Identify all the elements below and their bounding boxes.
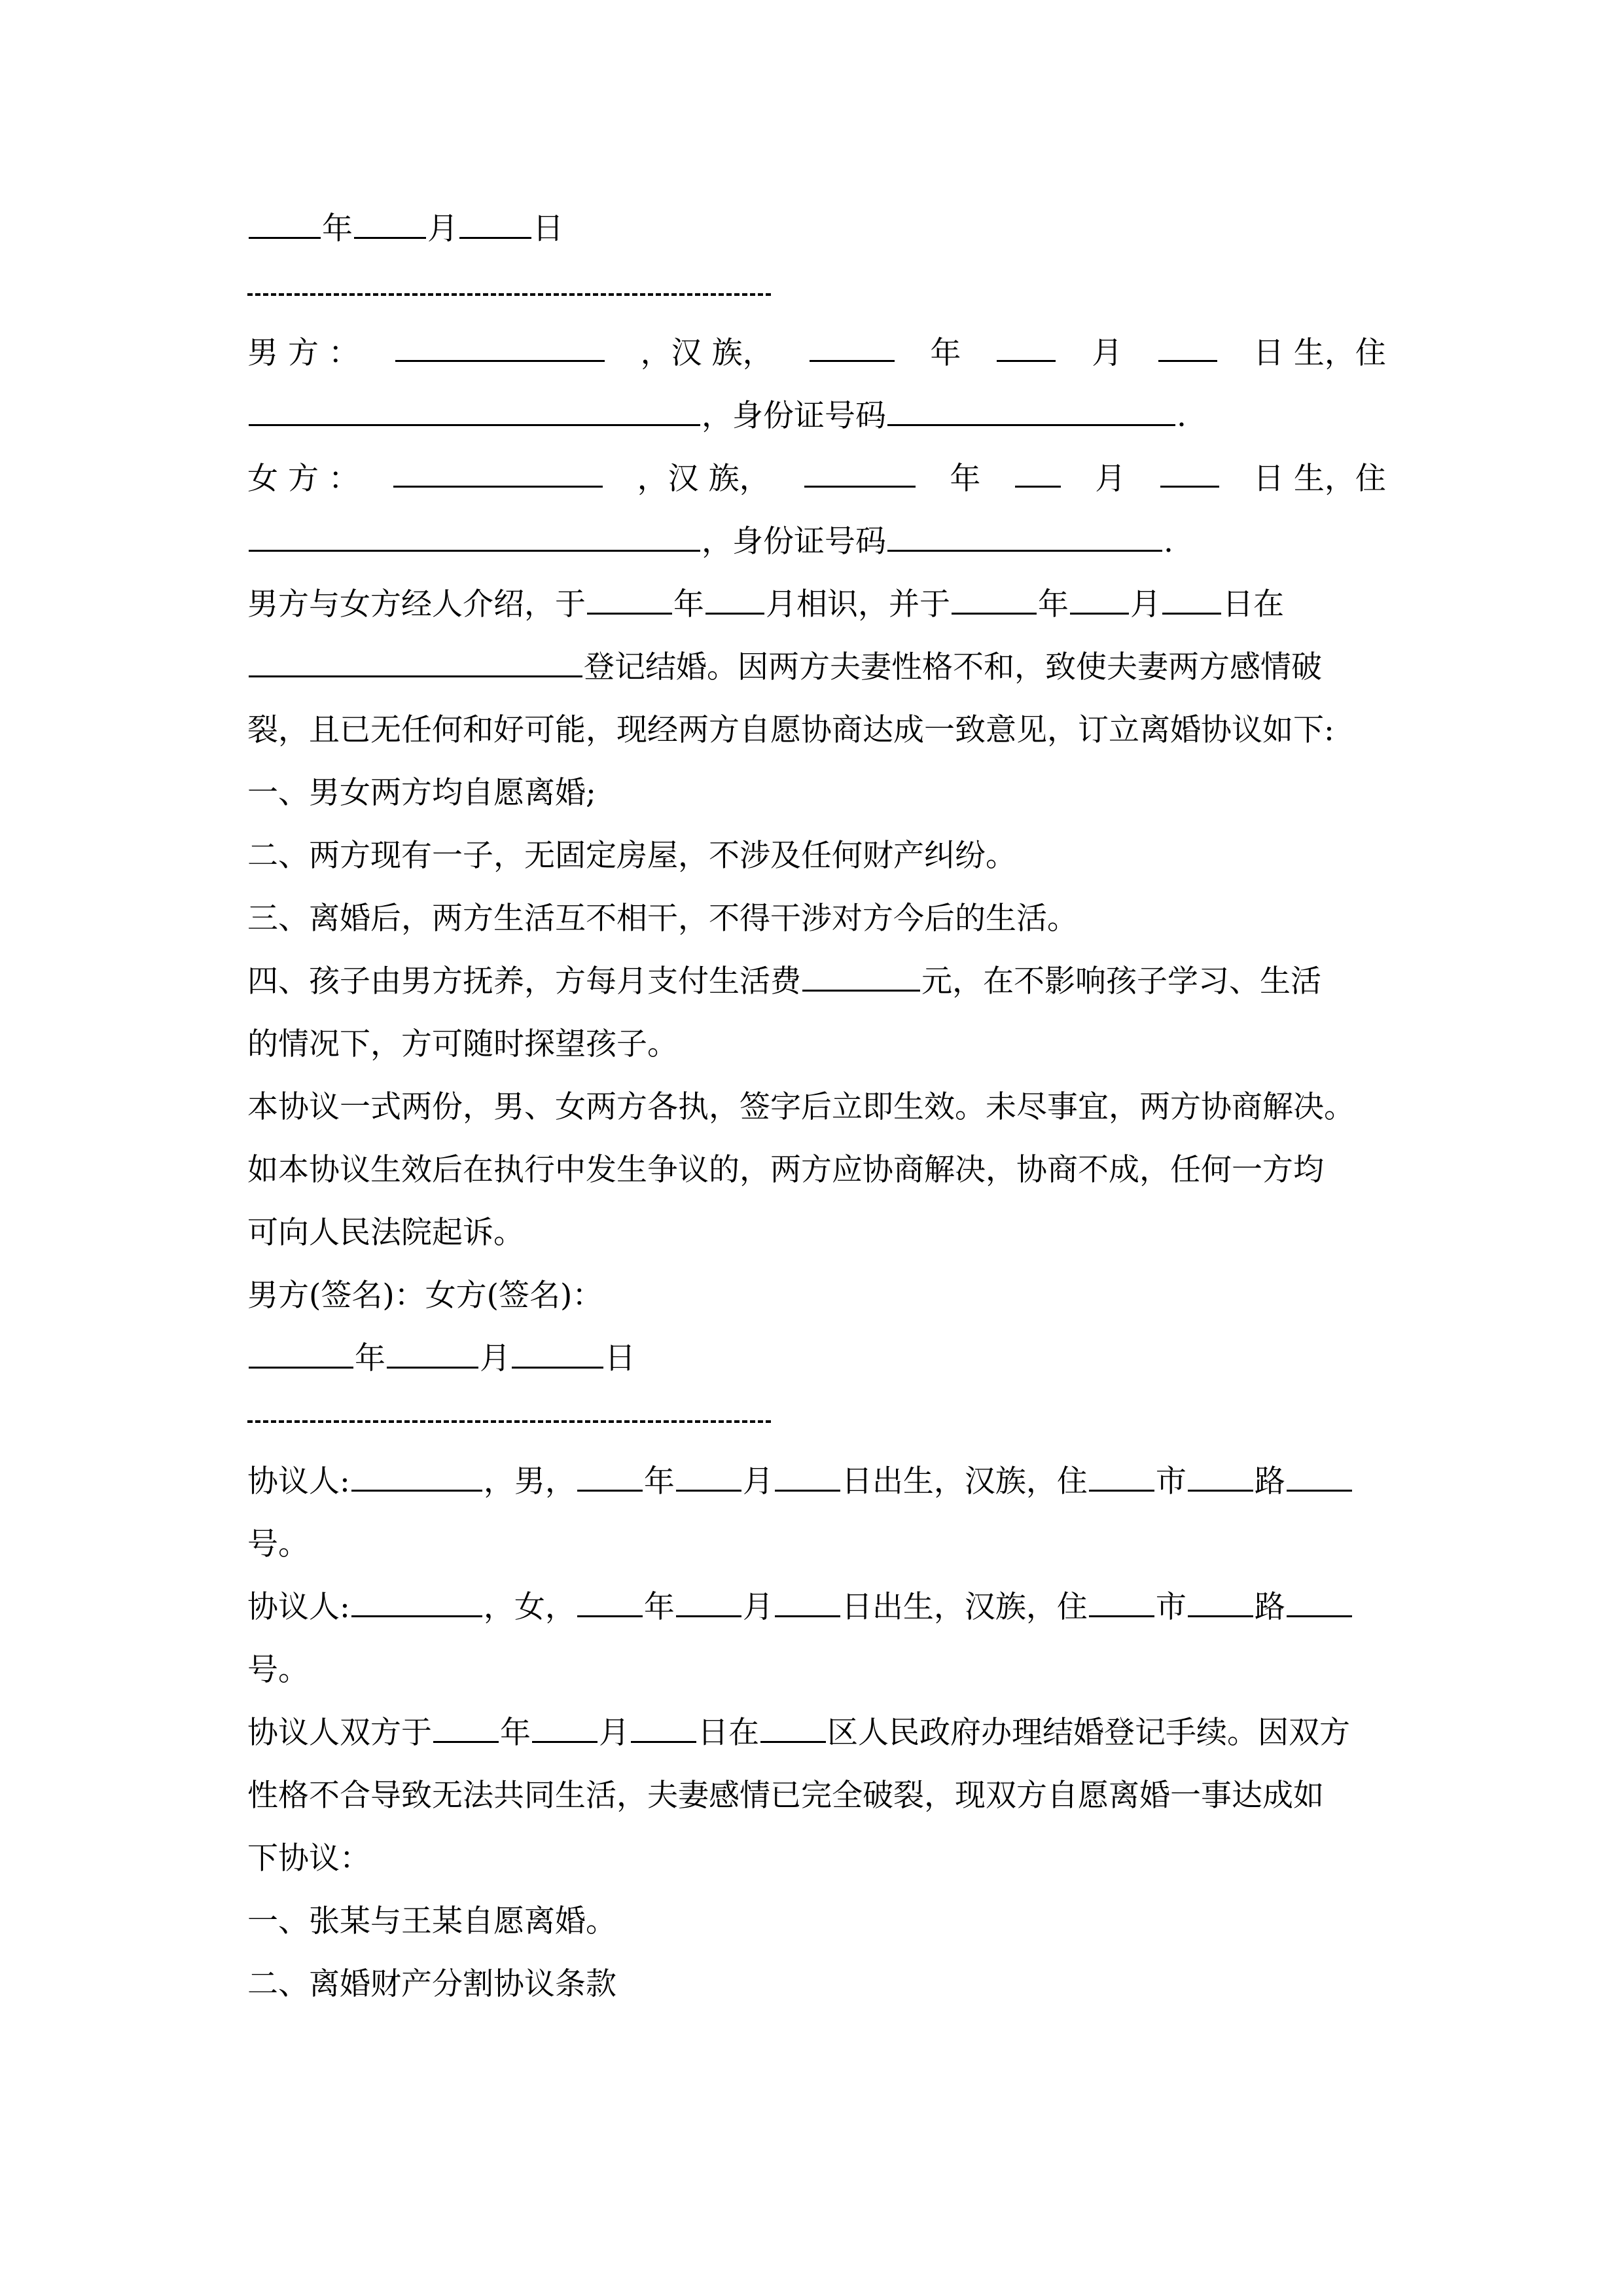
- signatures: 男方(签名)：女方(签名)：: [247, 1278, 603, 1314]
- day-blank[interactable]: [775, 1589, 840, 1617]
- party-1-end: 号。: [247, 1526, 309, 1562]
- party-1-line: [247, 1462, 1353, 1501]
- text: 市: [1155, 1589, 1186, 1625]
- day-blank[interactable]: [512, 1340, 603, 1369]
- month-blank[interactable]: [387, 1340, 478, 1369]
- closing-2: 如本协议生效后在执行中发生争议的，两方应协商解决，协商不成，任何一方均: [247, 1152, 1324, 1188]
- period: .: [1164, 524, 1173, 560]
- intro-line-3: 裂，且已无任何和好可能，现经两方自愿协商达成一致意见，订立离婚协议如下:: [247, 712, 1334, 748]
- text: 路: [1254, 1589, 1285, 1625]
- year-blank[interactable]: [249, 211, 321, 239]
- divider: [247, 1420, 771, 1423]
- text: 年: [500, 1715, 531, 1751]
- road-blank[interactable]: [1188, 1589, 1253, 1617]
- support-amount-blank[interactable]: [802, 963, 920, 992]
- item-1: 一、张某与王某自愿离婚。: [247, 1903, 616, 1939]
- year-label: 年: [322, 211, 353, 247]
- month-label: 月: [480, 1340, 510, 1376]
- text: 协议人:: [247, 1463, 350, 1499]
- party-2-line: [247, 1588, 1353, 1627]
- male-id-blank[interactable]: [887, 398, 1175, 426]
- clause-4: [247, 962, 1321, 1001]
- year-label: 年: [355, 1340, 385, 1376]
- year-blank[interactable]: [249, 1340, 353, 1369]
- text: ，男，: [483, 1463, 576, 1499]
- agreement-line-1: [247, 1713, 1350, 1753]
- male-id-line: [247, 397, 1186, 436]
- text: 日在: [698, 1715, 759, 1751]
- number-blank[interactable]: [1287, 1589, 1352, 1617]
- district-blank[interactable]: [760, 1715, 826, 1743]
- closing-3: 可向人民法院起诉。: [247, 1215, 524, 1251]
- name-blank[interactable]: [351, 1589, 482, 1617]
- text: 年: [643, 1463, 675, 1499]
- period: .: [1177, 398, 1186, 434]
- month-blank[interactable]: [532, 1715, 597, 1743]
- id-label: ，身份证号码: [702, 524, 886, 560]
- text: 日出生，汉族，住: [841, 1463, 1088, 1499]
- text: 区人民政府办理结婚登记手续。因双方: [827, 1715, 1350, 1751]
- marry-year-blank[interactable]: [952, 586, 1037, 615]
- agreement-line-2: 性格不合导致无法共同生活，夫妻感情已完全破裂，现双方自愿离婚一事达成如: [247, 1778, 1324, 1814]
- date-line-2: [247, 1339, 635, 1378]
- text: 男方与女方经人介绍，于: [247, 586, 586, 622]
- text: ，女，: [483, 1589, 576, 1625]
- marry-month-blank[interactable]: [1070, 586, 1129, 615]
- text: 协议人:: [247, 1589, 350, 1625]
- date-line: [247, 209, 563, 249]
- text: 元，在不影响孩子学习、生活: [921, 963, 1321, 999]
- text: 月: [742, 1589, 774, 1625]
- party-2-end: 号。: [247, 1652, 309, 1688]
- text: 年: [643, 1589, 675, 1625]
- female-id-blank[interactable]: [887, 524, 1162, 552]
- female-address-blank[interactable]: [249, 524, 700, 552]
- intro-line-1: [247, 585, 1284, 624]
- text: 年: [1038, 586, 1069, 622]
- number-blank[interactable]: [1287, 1463, 1352, 1492]
- text: 日出生，汉族，住: [841, 1589, 1088, 1625]
- day-label: 日: [605, 1340, 635, 1376]
- text: 协议人双方于: [247, 1715, 432, 1751]
- meet-month-blank[interactable]: [705, 586, 764, 615]
- text: 月: [1130, 586, 1161, 622]
- text: 路: [1254, 1463, 1285, 1499]
- month-blank[interactable]: [354, 211, 426, 239]
- registry-blank[interactable]: [249, 649, 582, 677]
- female-id-line: [247, 522, 1173, 562]
- female-day-blank[interactable]: [1160, 459, 1219, 488]
- clause-2: 二、两方现有一子，无固定房屋，不涉及任何财产纠纷。: [247, 838, 1016, 874]
- text: 月相识，并于: [766, 586, 950, 622]
- ethnic-label: ，汉 族，: [640, 335, 774, 371]
- text: 日在: [1222, 586, 1284, 622]
- text: 月: [742, 1463, 774, 1499]
- day-blank[interactable]: [775, 1463, 840, 1492]
- female-line: [247, 459, 1386, 499]
- clause-1: 一、男女两方均自愿离婚;: [247, 775, 596, 811]
- marry-day-blank[interactable]: [1162, 586, 1221, 615]
- year-label: 年: [930, 335, 961, 371]
- text: 月: [599, 1715, 630, 1751]
- month-label: 月: [1095, 461, 1126, 497]
- city-blank[interactable]: [1089, 1463, 1154, 1492]
- male-label: 男 方 ：: [247, 335, 359, 371]
- item-2: 二、离婚财产分割协议条款: [247, 1966, 616, 2002]
- day-blank[interactable]: [459, 211, 531, 239]
- road-blank[interactable]: [1188, 1463, 1253, 1492]
- text: 市: [1155, 1463, 1186, 1499]
- female-label: 女 方 ：: [247, 461, 359, 497]
- day-blank[interactable]: [631, 1715, 696, 1743]
- clause-3: 三、离婚后，两方生活互不相干，不得干涉对方今后的生活。: [247, 901, 1078, 937]
- born-label: 日 生，住: [1253, 461, 1386, 497]
- male-year-blank[interactable]: [810, 334, 895, 362]
- meet-year-blank[interactable]: [587, 586, 672, 615]
- female-year-blank[interactable]: [804, 459, 916, 488]
- closing-1: 本协议一式两份，男、女两方各执，签字后立即生效。未尽事宜，两方协商解决。: [247, 1089, 1355, 1125]
- born-label: 日 生，住: [1253, 335, 1386, 371]
- male-address-blank[interactable]: [249, 398, 700, 426]
- day-label: 日: [533, 211, 563, 247]
- month-label: 月: [1092, 335, 1123, 371]
- agreement-line-3: 下协议：: [247, 1840, 370, 1876]
- text: 四、孩子由男方抚养，方每月支付生活费: [247, 963, 801, 999]
- divider: [247, 293, 771, 296]
- year-blank[interactable]: [577, 1589, 643, 1617]
- year-blank[interactable]: [433, 1715, 499, 1743]
- male-month-blank[interactable]: [997, 334, 1056, 362]
- name-blank[interactable]: [351, 1463, 482, 1492]
- female-name-blank[interactable]: [393, 459, 603, 488]
- clause-4-cont: 的情况下，方可随时探望孩子。: [247, 1026, 678, 1062]
- month-label: 月: [427, 211, 458, 247]
- female-month-blank[interactable]: [1015, 459, 1061, 488]
- month-blank[interactable]: [676, 1589, 741, 1617]
- city-blank[interactable]: [1089, 1589, 1154, 1617]
- male-day-blank[interactable]: [1158, 334, 1217, 362]
- text: 登记结婚。因两方夫妻性格不和，致使夫妻两方感情破: [584, 649, 1322, 685]
- year-label: 年: [950, 461, 981, 497]
- text: 年: [673, 586, 704, 622]
- intro-line-2: [247, 648, 1322, 687]
- id-label: ，身份证号码: [702, 398, 886, 434]
- year-blank[interactable]: [577, 1463, 643, 1492]
- ethnic-label: ，汉 族，: [637, 461, 770, 497]
- male-name-blank[interactable]: [395, 334, 605, 362]
- month-blank[interactable]: [676, 1463, 741, 1492]
- male-line: [247, 334, 1386, 373]
